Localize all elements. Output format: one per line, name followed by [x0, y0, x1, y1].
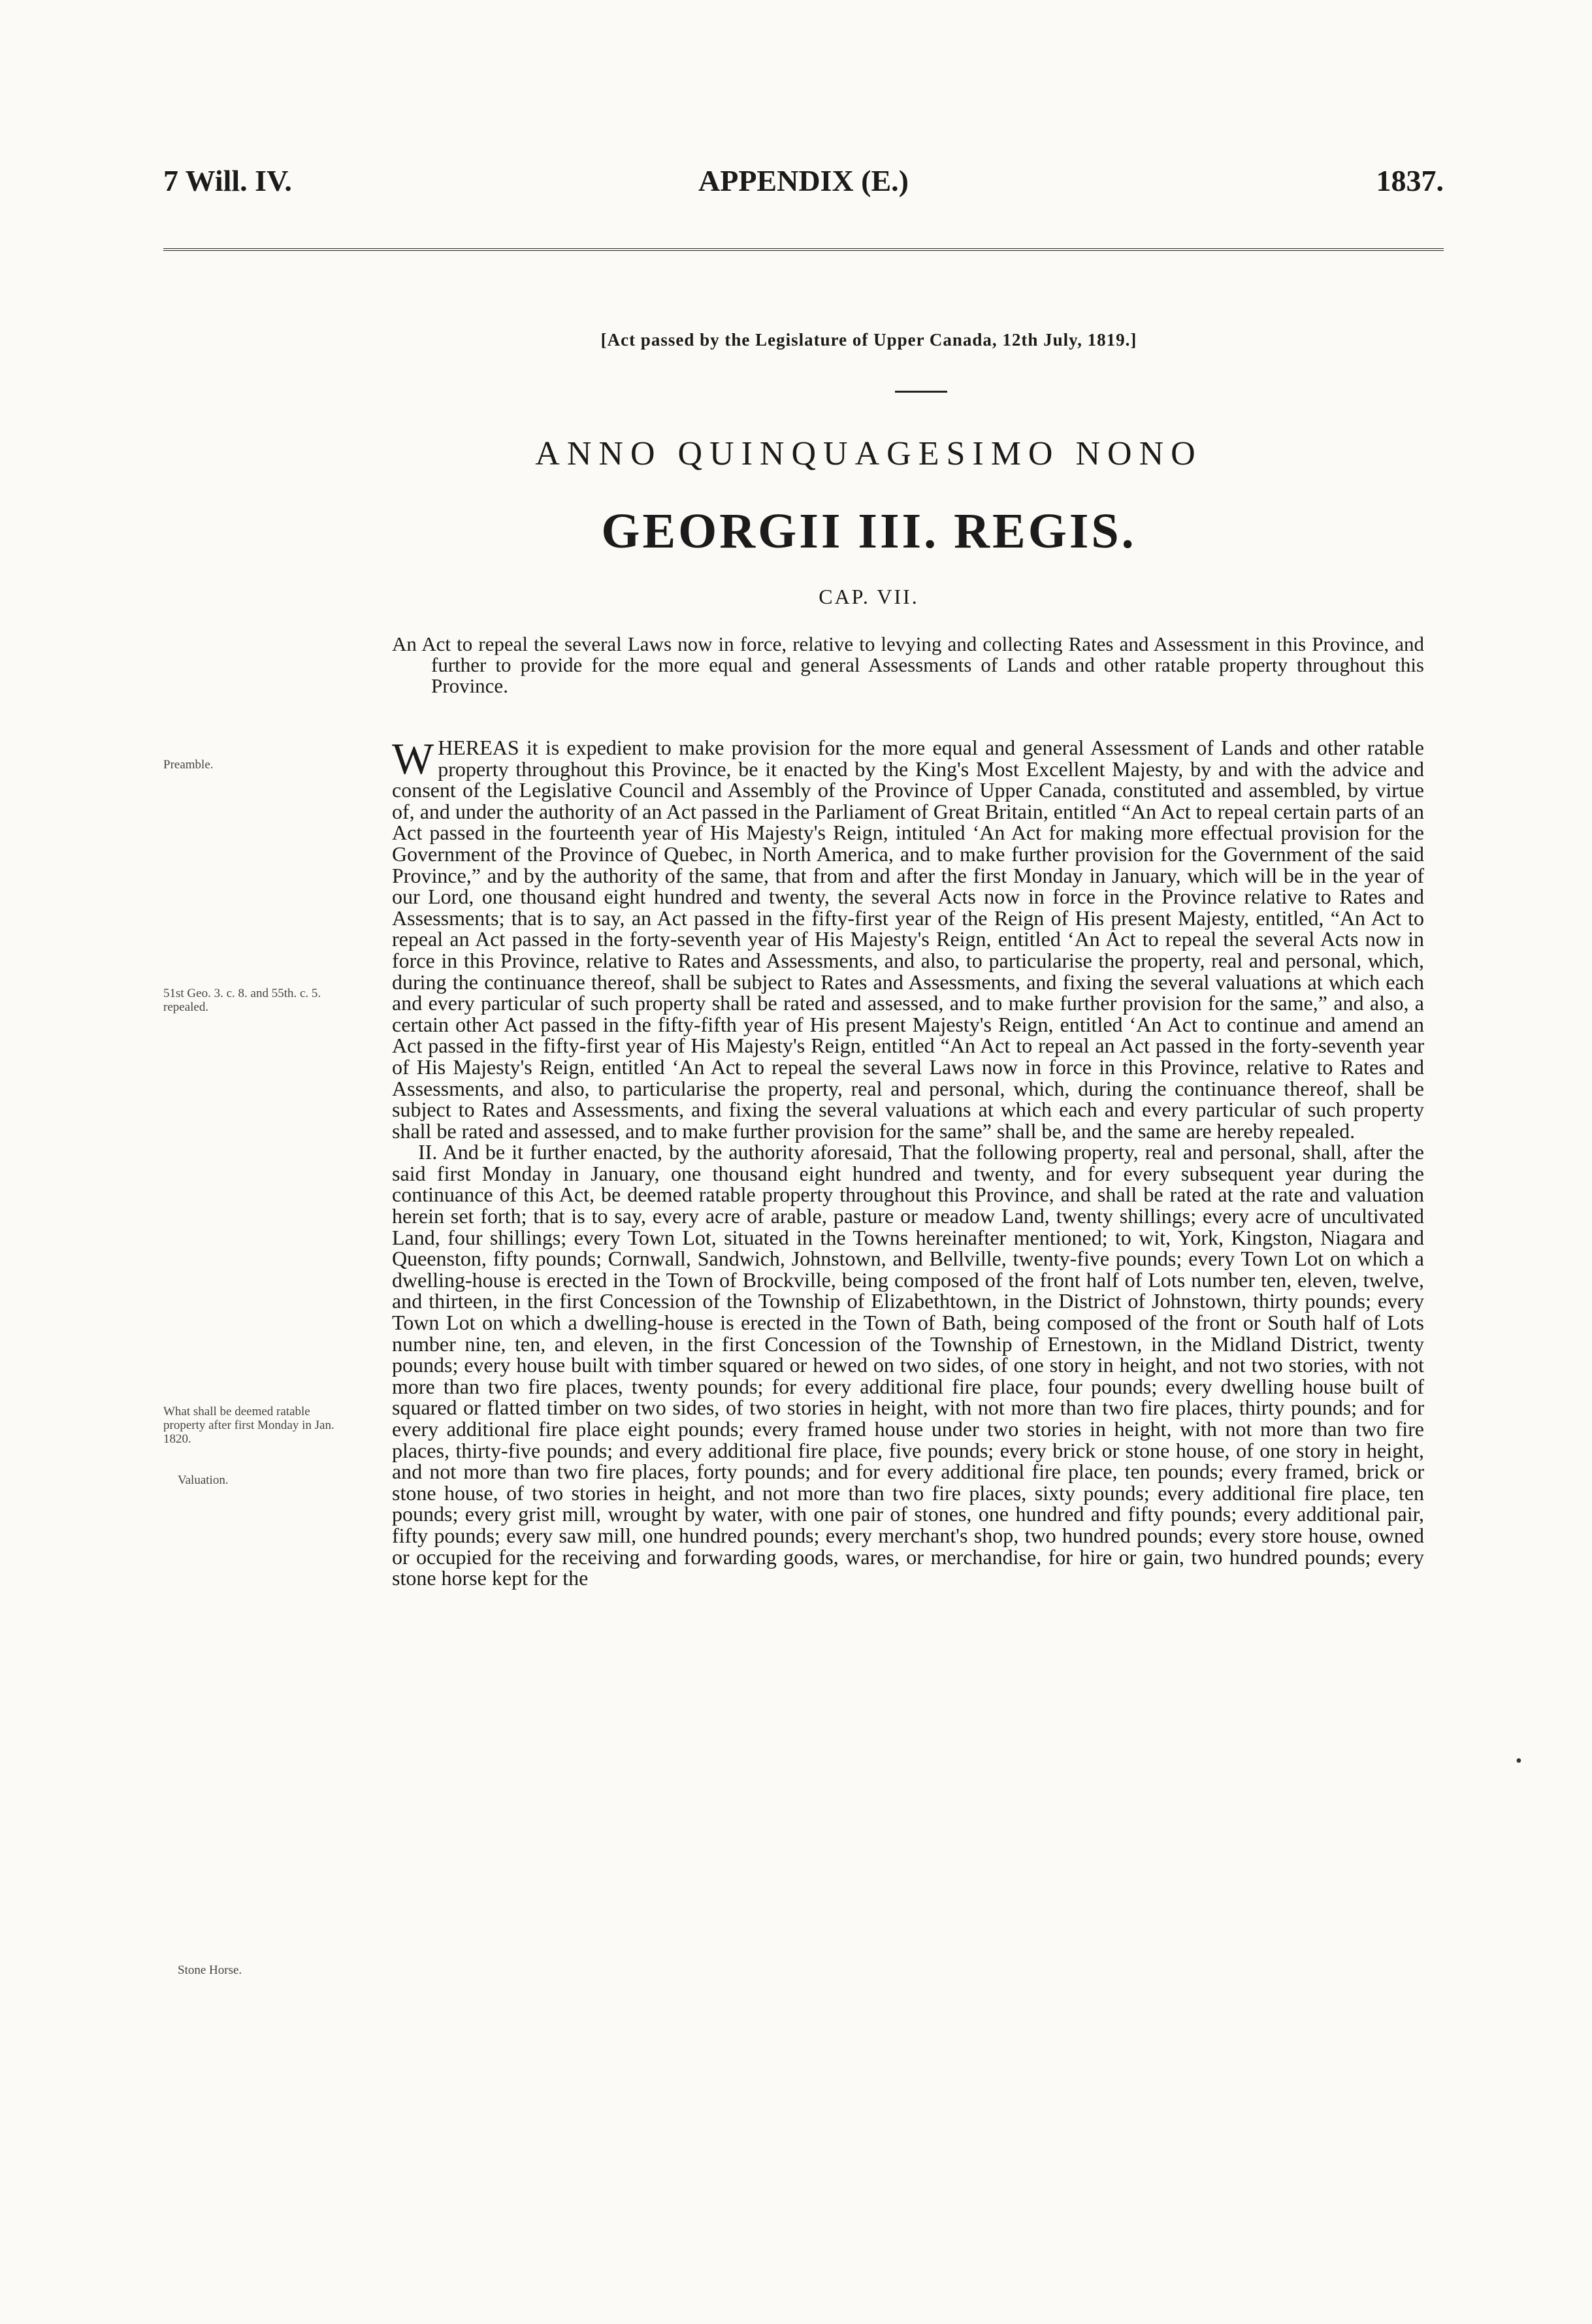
- margin-note-ratable: What shall be deemed ratable property after first Monday in Jan. 1820.: [163, 1405, 334, 1446]
- margin-note-stone-horse: Stone Horse.: [178, 1963, 242, 1977]
- short-divider: [895, 391, 947, 393]
- section-two-paragraph: II. And be it further enacted, by the authority aforesaid, That the following property, real and personal, shall, after the said first Monday in January, one thousand eight hundred and twenty, and for every subsequent year during the continuance of this Act, be deemed ratable property throughout this Province, and shall be rated at the rate and valuation herein set forth; that is to say, every acre of arable, pasture or meadow Land, twenty shillings; every acre of uncultivated Land, four shillings; every Town Lot, situated in the Towns hereinafter mentioned; to wit, York, Kingston, Niagara and Queenston, fifty pounds; Cornwall, Sandwich, Johnstown, and Bellville, twenty-five pounds; every Town Lot on which a dwelling-house is erected in the Town of Brockville, being composed of the front half of Lots number ten, eleven, twelve, and thirteen, in the first Concession of the Township of Elizabethtown, in the District of Johnstown, thirty pounds; every Town Lot on which a dwelling-house is erected in the Town of Bath, being composed of the front or South half of Lots number nine, ten, and eleven, in the first Concession of the Township of Ernestown, in the Midland District, twenty pounds; every house built with timber squared or hewed on two sides, of one story in height, and not two stories, with not more than two fire places, twenty pounds; for every additional fire place, four pounds; every dwelling house built of squared or flatted timber on two sides, of two stories in height, with not more than two fire places, thirty pounds; and for every additional fire place eight pounds; every framed house under two stories in height, with not more than two fire places, thirty-five pounds; and every additional fire place, five pounds; every brick or stone house, of one story in height, and not more than two fire places, forty pounds; and for every additional fire place, ten pounds; every framed, brick or stone house, of two stories in height, and not more than two fire places, sixty pounds; every additional fire place, ten pounds; every grist mill, wrought by water, with one pair of stones, one hundred and fifty pounds; every additional pair, fifty pounds; every saw mill, one hundred pounds; every merchant's shop, two hundred pounds; every store house, owned or occupied for the receiving and forwarding goods, wares, or merchandise, for hire or gain, two hundred pounds; every stone horse kept for the: [392, 1140, 1424, 1590]
- header-rule: [163, 248, 1444, 253]
- anno-heading: ANNO QUINQUAGESIMO NONO: [535, 435, 1203, 472]
- margin-note-repealed: 51st Geo. 3. c. 8. and 55th. c. 5. repealed.: [163, 987, 321, 1014]
- margin-note-valuation: Valuation.: [178, 1473, 229, 1487]
- margin-note-preamble: Preamble.: [163, 758, 214, 772]
- act-title: An Act to repeal the several Laws now in force, relative to levying and collecting Rates and Assessment in this Province, and further to provide for the more equal and general Assessments of Lands and other ratable property throughout this Province.: [392, 632, 1424, 697]
- act-citation: [Act passed by the Legislature of Upper Canada, 12th July, 1819.]: [600, 330, 1137, 350]
- header-year: 1837.: [1376, 164, 1444, 197]
- act-body: [392, 734, 1424, 1590]
- header-regnal-year: 7 Will. IV.: [163, 164, 292, 197]
- header-appendix: APPENDIX (E.): [698, 164, 909, 197]
- margin-bullet-mark: •: [1516, 1751, 1522, 1771]
- regis-heading: GEORGII III. REGIS.: [601, 504, 1137, 559]
- running-header: [163, 163, 1444, 209]
- preamble-text: HEREAS it is expedient to make provision for the more equal and general Assessment of Lands and other ratable property throughout this Province, be it enacted by the King's Most Excellent Majesty, by and with the advice and consent of the Legislative Council and Assembly of the Province of Upper Canada, constituted and assembled, by virtue of, and under the authority of an Act passed in the Parliament of Great Britain, entitled “An Act to repeal certain parts of an Act passed in the fourteenth year of His Majesty's Reign, intituled ‘An Act for making more effectual provision for the Government of the Province of Quebec, in North America, and to make further provision for the Government of the said Province,” and by the authority of the same, that from and after the first Monday in January, which will be in the year of our Lord, one thousand eight hundred and twenty, the several Acts now in force in the Province relative to Rates and Assessments; that is to say, an Act passed in the fifty-first year of the Reign of His present Majesty, entitled, “An Act to repeal an Act passed in the forty-seventh year of His Majesty's Reign, entitled ‘An Act to repeal the several Acts now in force in this Province, relative to Rates and Assessments, and also, to particularise the property, real and personal, which, during the continuance thereof, shall be subject to Rates and Assessments, and fixing the several valuations at which each and every particular of such property shall be rated and assessed, and to make further provision for the same,” and also, a certain other Act passed in the fifty-fifth year of His present Majesty's Reign, entitled ‘An Act to continue and amend an Act passed in the fifty-first year of His Majesty's Reign, entitled “An Act to repeal an Act passed in the forty-seventh year of His Majesty's Reign, entitled ‘An Act to repeal the several Laws now in force in this Province, relative to Rates and Assessments, and also, to particularise the property, real and personal, which, during the continuance thereof, shall be subject to Rates and Assessments, and fixing the several valuations at which each and every particular of such property shall be rated and assessed, and to make further provision for the same” shall be, and the same are hereby repealed.: [392, 736, 1424, 1143]
- chapter-heading: CAP. VII.: [819, 585, 919, 608]
- drop-cap: W: [392, 734, 434, 783]
- preamble-paragraph: [392, 734, 1424, 1143]
